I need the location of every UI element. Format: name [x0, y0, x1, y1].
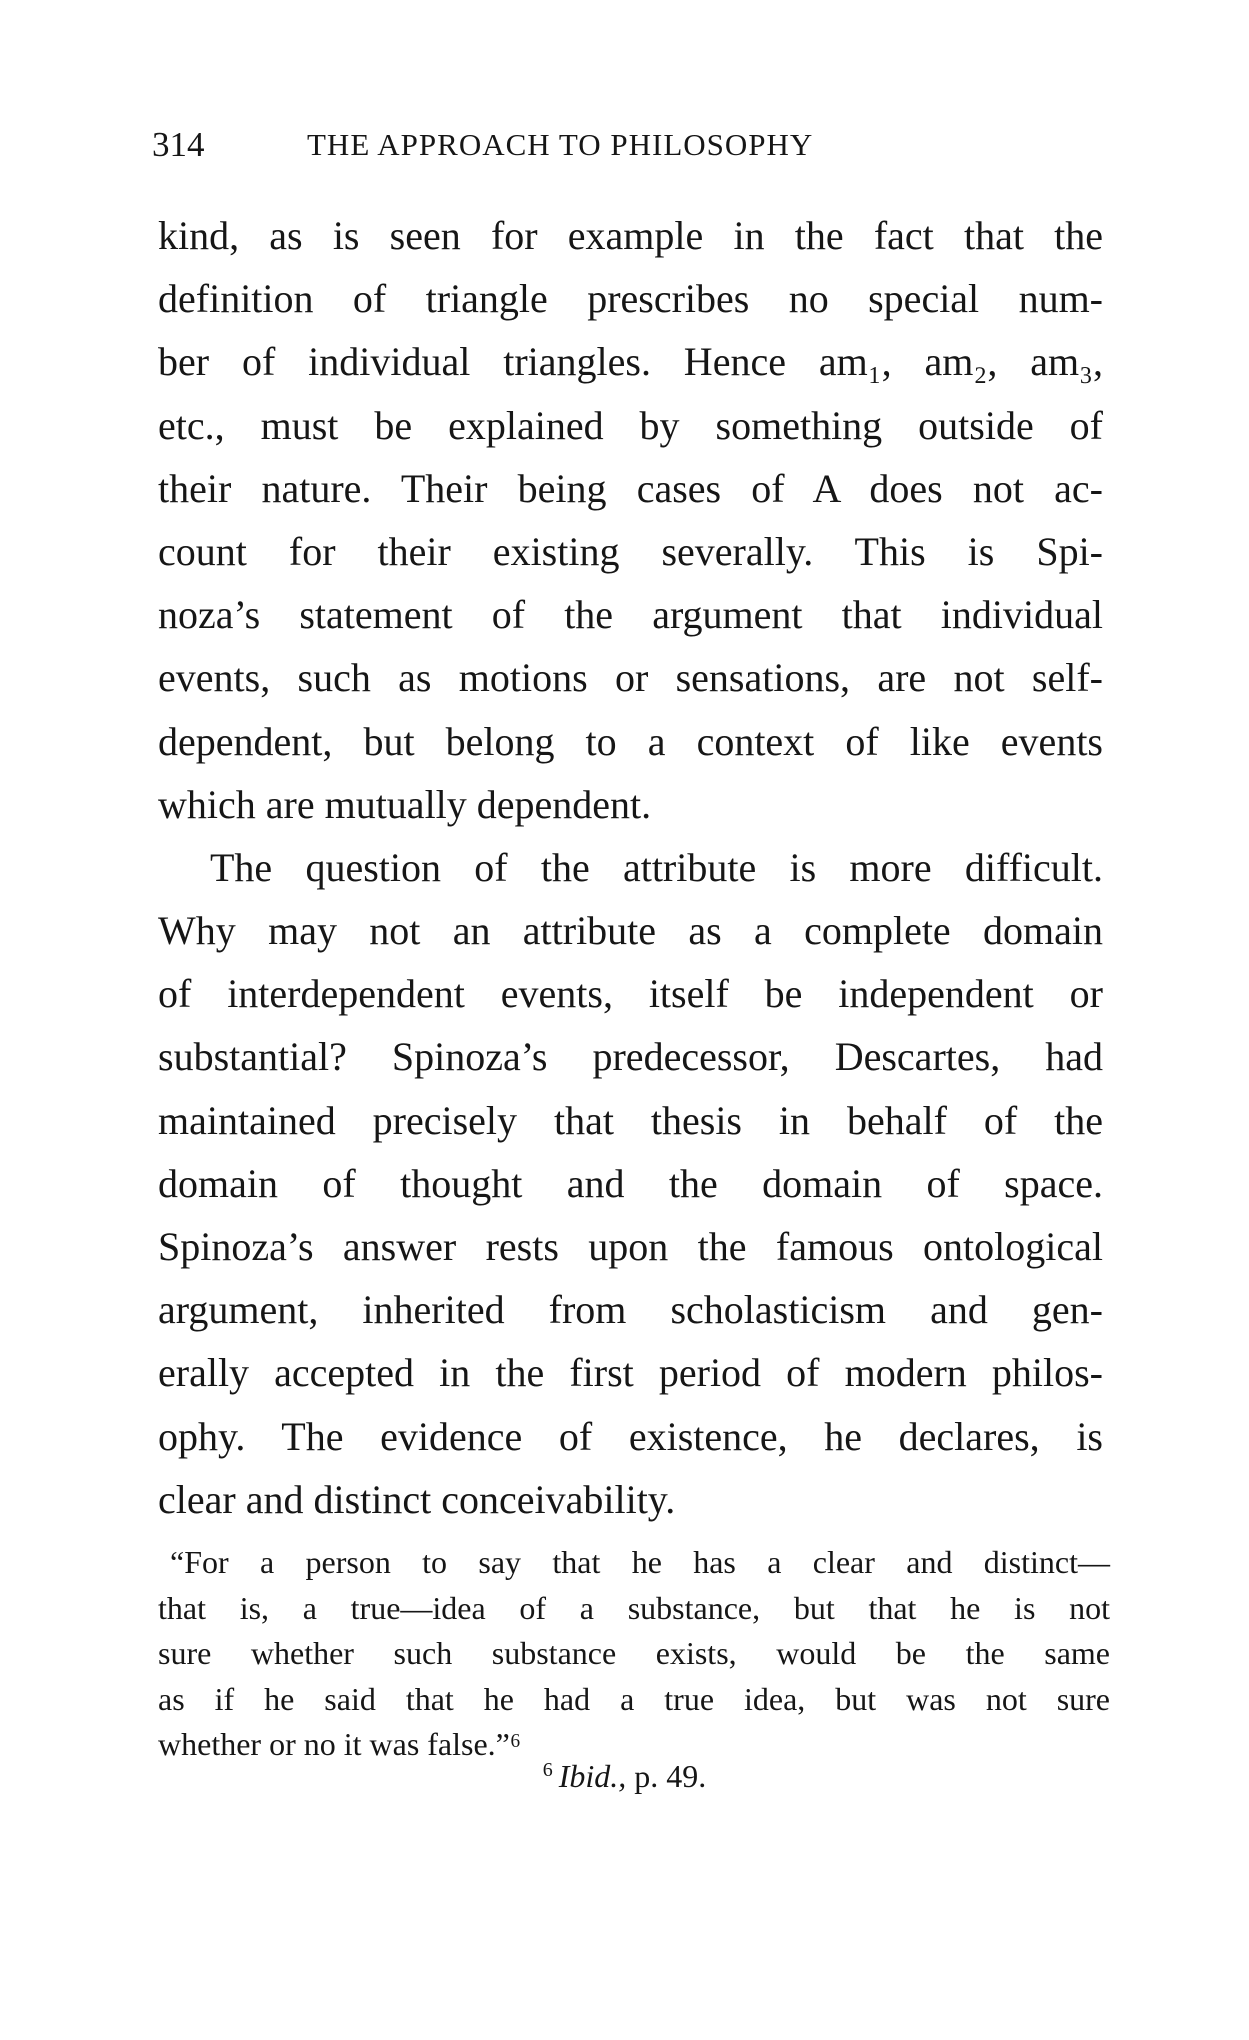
text-line: maintained precisely that thesis in behalf of the — [158, 1097, 1103, 1143]
quote-line: “For a person to say that he has a clear and distinct— — [170, 1544, 1110, 1580]
text-line: which are mutually dependent. — [158, 781, 652, 827]
text-line: dependent, but belong to a context of like events — [158, 718, 1103, 764]
text-line: ophy. The evidence of existence, he declares, is — [158, 1413, 1103, 1459]
text-line: etc., must be explained by something outside of — [158, 402, 1103, 448]
text-line: count for their existing severally. This is Spi- — [158, 528, 1103, 574]
text-line: Why may not an attribute as a complete domain — [158, 908, 1103, 954]
quote-line: sure whether such substance exists, would be the same — [158, 1635, 1110, 1671]
page-number: 314 — [152, 125, 205, 164]
body-text — [158, 204, 1103, 1531]
text-line: argument, inherited from scholasticism and gen- — [158, 1287, 1103, 1333]
text-line: kind, as is seen for example in the fact that the — [158, 213, 1103, 258]
text-line: clear and distinct conceivability. — [158, 1476, 676, 1522]
text-line: noza’s statement of the argument that individual — [158, 592, 1103, 638]
text-line: their nature. Their being cases of A does not ac- — [158, 465, 1103, 511]
text-line: erally accepted in the first period of modern philos- — [158, 1350, 1103, 1396]
text-line: Spinoza’s answer rests upon the famous ontological — [158, 1224, 1103, 1269]
footnote-page: p. 49. — [634, 1758, 707, 1794]
text-line: domain of thought and the domain of space. — [158, 1160, 1103, 1206]
footnote-source: Ibid., — [558, 1758, 627, 1794]
text-line: ber of individual triangles. Hence am₁, am₂, am₃, — [158, 339, 1103, 385]
block-quote — [158, 1540, 1110, 1768]
footnote-marker: 6 — [542, 1759, 553, 1781]
quote-line: that is, a true—idea of a substance, but that he is not — [158, 1589, 1110, 1626]
page-header — [152, 120, 1112, 170]
running-head: THE APPROACH TO PHILOSOPHY — [307, 127, 814, 162]
quote-line: whether or no it was false.”⁶ — [158, 1726, 522, 1762]
text-line: of interdependent events, itself be independent or — [158, 971, 1103, 1017]
text-line: events, such as motions or sensations, are not self- — [158, 655, 1103, 701]
text-line: definition of triangle prescribes no special num- — [158, 276, 1103, 322]
text-line: The question of the attribute is more difficult. — [210, 844, 1103, 890]
text-line: substantial? Spinoza’s predecessor, Descartes, had — [158, 1034, 1103, 1080]
footnote — [0, 1747, 1249, 1799]
quote-line: as if he said that he had a true idea, but was not sure — [158, 1680, 1110, 1717]
